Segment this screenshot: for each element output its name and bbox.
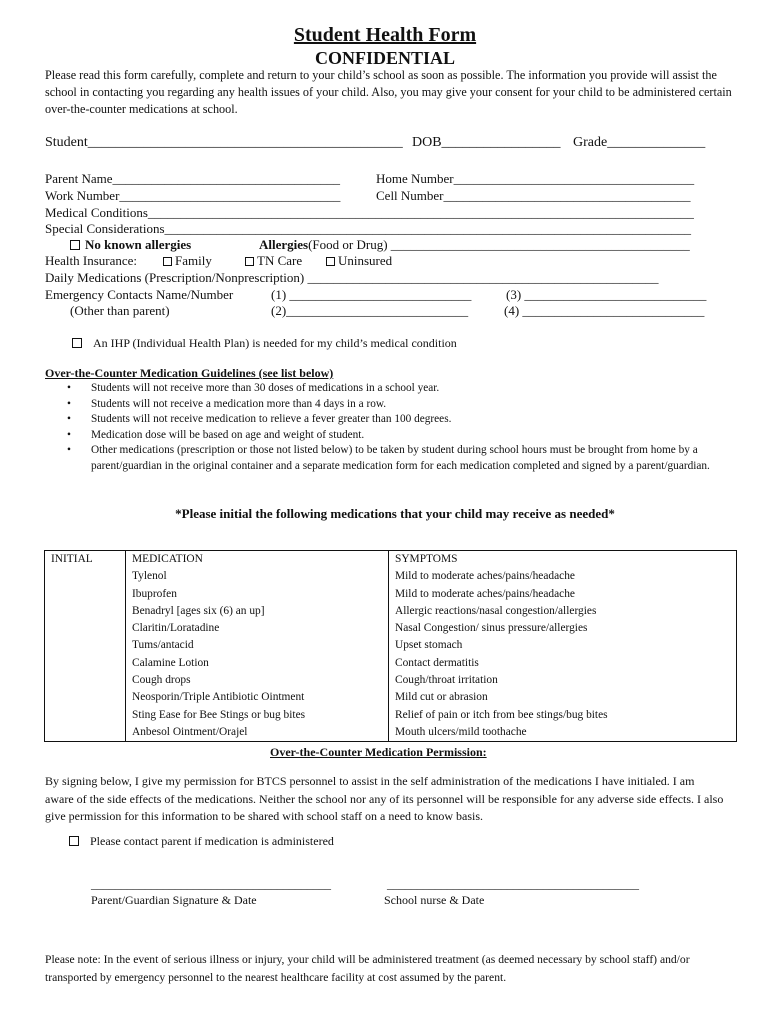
initial-cell[interactable] — [45, 655, 126, 672]
initial-cell[interactable] — [45, 603, 126, 620]
emergency-contact-2[interactable]: (2)____________________________ — [271, 303, 469, 318]
dob-field[interactable]: DOB_________________ — [412, 135, 561, 150]
initial-cell[interactable] — [45, 568, 126, 585]
symptoms-cell: Mild to moderate aches/pains/headache — [389, 586, 737, 603]
allergies-field[interactable] — [259, 237, 690, 253]
tncare-label: TN Care — [257, 253, 303, 268]
work-number-field[interactable]: Work Number__________________________________ — [45, 188, 341, 203]
table-header-row — [45, 551, 737, 569]
contact-parent-checkbox[interactable] — [69, 836, 79, 846]
emergency-contact-3[interactable]: (3) ____________________________ — [506, 287, 707, 302]
home-number-field[interactable]: Home Number_____________________________________ — [376, 171, 695, 186]
table-row — [45, 586, 737, 603]
initial-cell[interactable] — [45, 689, 126, 706]
initial-cell[interactable] — [45, 586, 126, 603]
header-initial: INITIAL — [45, 551, 126, 569]
ihp-checkbox[interactable] — [72, 338, 82, 348]
form-subtitle: CONFIDENTIAL — [314, 48, 456, 68]
guideline-item: • Students will not receive medication to relieve a fever greater than 100 degrees. — [67, 413, 452, 425]
medication-cell: Calamine Lotion — [126, 655, 389, 672]
initial-cell[interactable] — [45, 707, 126, 724]
symptoms-cell: Allergic reactions/nasal congestion/allergies — [389, 603, 737, 620]
grade-field[interactable]: Grade______________ — [573, 135, 706, 150]
parent-name-field[interactable]: Parent Name___________________________________ — [45, 171, 341, 186]
medication-cell: Sting Ease for Bee Stings or bug bites — [126, 707, 389, 724]
no-known-allergies-option[interactable] — [70, 237, 191, 253]
medication-cell: Ibuprofen — [126, 586, 389, 603]
no-allergies-label: No known allergies — [85, 237, 192, 252]
medication-cell: Benadryl [ages six (6) an up] — [126, 603, 389, 620]
special-considerations-field[interactable]: Special Considerations_________________________________________________________________________________ — [45, 221, 692, 236]
header-symptoms: SYMPTOMS — [389, 551, 737, 569]
table-row — [45, 655, 737, 672]
other-than-parent-label: (Other than parent) — [70, 303, 170, 318]
health-insurance-label: Health Insurance: — [45, 253, 138, 268]
permission-heading: Over-the-Counter Medication Permission: — [270, 745, 487, 759]
guideline-item: • Students will not receive a medication more than 4 days in a row. — [67, 397, 387, 410]
initial-cell[interactable] — [45, 620, 126, 637]
guideline-text: Students will not receive medication to relieve a fever greater than 100 degrees. — [91, 413, 452, 425]
family-checkbox[interactable] — [163, 257, 172, 266]
family-label: Family — [175, 253, 212, 268]
symptoms-cell: Nasal Congestion/ sinus pressure/allergies — [389, 620, 737, 637]
medication-cell: Tylenol — [126, 568, 389, 585]
insurance-family-option[interactable] — [163, 253, 212, 269]
insurance-tncare-option[interactable] — [245, 253, 302, 269]
initial-cell[interactable] — [45, 637, 126, 654]
medication-table — [44, 550, 737, 742]
permission-paragraph: By signing below, I give my permission for BTCS personnel to assist in the self administration of the medications I have initialed. I am aware of the side effects of the medications. Neither the school nor any of its personnel will be responsible for any adverse side effects. I also give permission for this information to be shared with school staff on a need to know basis. — [45, 774, 724, 823]
ihp-option[interactable] — [72, 336, 457, 351]
table-row — [45, 620, 737, 637]
allergies-line: (Food or Drug) ______________________________________________ — [308, 237, 690, 252]
guideline-text: Students will not receive a medication more than 4 days in a row. — [91, 397, 387, 410]
table-row — [45, 689, 737, 706]
medication-cell: Claritin/Loratadine — [126, 620, 389, 637]
parent-signature-label: Parent/Guardian Signature & Date — [91, 893, 257, 907]
guidelines-list — [45, 381, 725, 474]
student-field[interactable]: Student_____________________________________________ — [45, 135, 403, 150]
symptoms-cell: Mild to moderate aches/pains/headache — [389, 568, 737, 585]
parent-signature-line[interactable]: ________________________________________ — [91, 877, 331, 891]
guideline-item: • Other medications (prescription or those not listed below) to be taken by student during school hours must be brought from home by a parent/guardian in the original container and a separate medication form for each medication completed and signed by a parent/guardian. — [67, 444, 710, 472]
initial-cell[interactable] — [45, 672, 126, 689]
symptoms-cell: Mouth ulcers/mild toothache — [389, 724, 737, 742]
symptoms-cell: Upset stomach — [389, 637, 737, 654]
symptoms-cell: Relief of pain or itch from bee stings/bug bites — [389, 707, 737, 724]
initial-cell[interactable] — [45, 724, 126, 742]
guidelines-heading: Over-the-Counter Medication Guidelines (see list below) — [45, 366, 334, 380]
symptoms-cell: Mild cut or abrasion — [389, 689, 737, 706]
guideline-text: Students will not receive more than 30 doses of medications in a school year. — [91, 382, 440, 394]
insurance-uninsured-option[interactable] — [326, 253, 392, 269]
allergies-label: Allergies — [259, 237, 309, 252]
table-row — [45, 603, 737, 620]
no-allergies-checkbox[interactable] — [70, 240, 80, 250]
form-title: Student Health Form — [293, 24, 477, 46]
nurse-signature-label: School nurse & Date — [384, 893, 485, 907]
header-medication: MEDICATION — [126, 551, 389, 569]
tncare-checkbox[interactable] — [245, 257, 254, 266]
medication-cell: Neosporin/Triple Antibiotic Ointment — [126, 689, 389, 706]
table-row — [45, 568, 737, 585]
nurse-signature-line[interactable]: __________________________________________ — [387, 877, 639, 891]
medication-cell: Cough drops — [126, 672, 389, 689]
table-row — [45, 707, 737, 724]
guideline-text: Medication dose will be based on age and weight of student. — [91, 428, 365, 441]
footer-note: Please note: In the event of serious illness or injury, your child will be administered treatment (as deemed necessary by school staff) and/or transported by emergency personnel to the nearest healthcare facility at cost assumed by the parent. — [45, 953, 690, 984]
emergency-contact-4[interactable]: (4) ____________________________ — [504, 303, 705, 318]
ihp-label: An IHP (Individual Health Plan) is needed for my child’s medical condition — [93, 336, 457, 350]
contact-parent-label: Please contact parent if medication is administered — [90, 834, 334, 848]
intro-paragraph: Please read this form carefully, complete and return to your child’s school as soon as possible. The information you provide will assist the school in contacting you regarding any health issues of your child. Also, you may give your consent for your child to be administered certain over-the-counter medications at school. — [45, 68, 732, 116]
symptoms-cell: Contact dermatitis — [389, 655, 737, 672]
uninsured-label: Uninsured — [338, 253, 393, 268]
medication-cell: Tums/antacid — [126, 637, 389, 654]
cell-number-field[interactable]: Cell Number______________________________________ — [376, 188, 691, 203]
table-row — [45, 672, 737, 689]
table-row — [45, 724, 737, 742]
symptoms-cell: Cough/throat irritation — [389, 672, 737, 689]
emergency-contacts-label: Emergency Contacts Name/Number — [45, 287, 234, 302]
emergency-contact-1[interactable]: (1) ____________________________ — [271, 287, 472, 302]
daily-medications-field[interactable]: Daily Medications (Prescription/Nonprescription) ______________________________________________________ — [45, 270, 659, 285]
contact-parent-option[interactable] — [69, 834, 334, 849]
initial-prompt: *Please initial the following medications that your child may receive as needed* — [175, 506, 615, 521]
guideline-item: • Medication dose will be based on age and weight of student. — [67, 428, 365, 441]
medical-conditions-field[interactable]: Medical Conditions____________________________________________________________________________________ — [45, 205, 694, 220]
table-row — [45, 637, 737, 654]
guideline-item: • Students will not receive more than 30 doses of medications in a school year. — [67, 382, 440, 394]
guideline-text: Other medications (prescription or those not listed below) to be taken by student during school hours must be brought from home by a parent/guardian in the original container and a separate medication form for each medication completed and signed by a parent/guardian. — [91, 444, 710, 472]
uninsured-checkbox[interactable] — [326, 257, 335, 266]
medication-cell: Anbesol Ointment/Orajel — [126, 724, 389, 742]
